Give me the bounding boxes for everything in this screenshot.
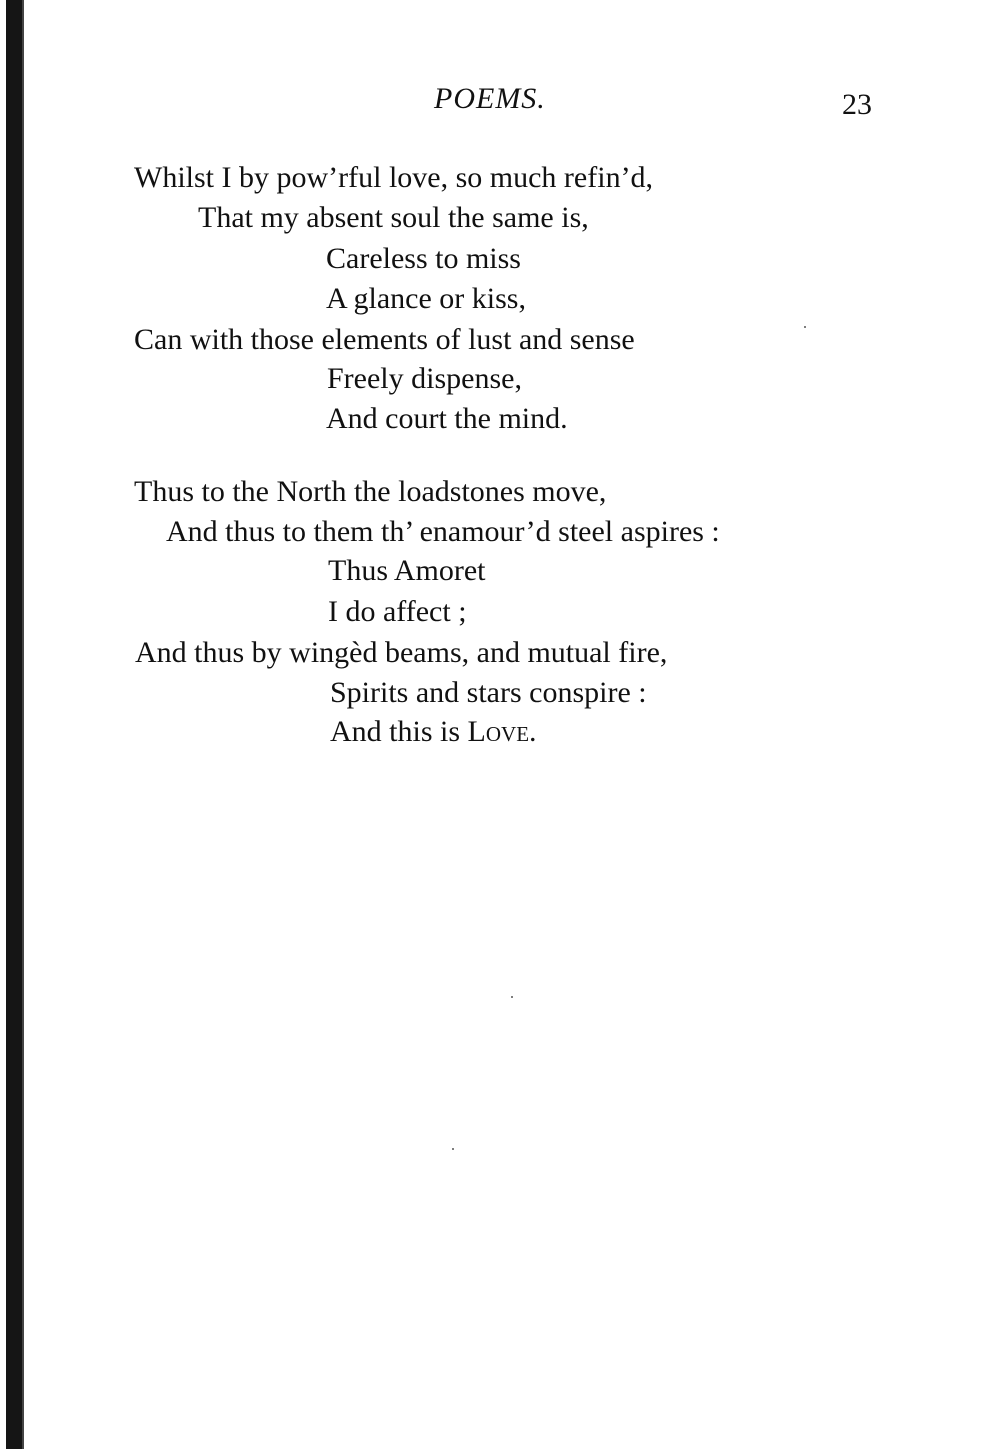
- paper-speck: [804, 326, 806, 328]
- poem-final-word: Love.: [467, 715, 537, 748]
- poem-line: Spirits and stars conspire :: [330, 676, 647, 709]
- paper-speck: [452, 1148, 454, 1150]
- binding-edge: [6, 0, 24, 1449]
- poem-line: Can with those elements of lust and sense: [134, 323, 635, 356]
- running-header-title: POEMS.: [434, 82, 546, 115]
- poem-line: Thus Amoret: [328, 554, 486, 587]
- poem-line: And thus by wingèd beams, and mutual fire,: [135, 636, 668, 669]
- poem-line: I do affect ;: [328, 595, 467, 628]
- poem-line: A glance or kiss,: [326, 282, 526, 315]
- poem-line: That my absent soul the same is,: [198, 201, 589, 234]
- poem-line: And court the mind.: [326, 402, 568, 435]
- poem-line-final: [330, 717, 537, 747]
- poem-line: Whilst I by pow’rful love, so much refin’d,: [134, 161, 654, 194]
- poem-final-text: And this is: [330, 715, 468, 748]
- poem-line: Careless to miss: [326, 242, 521, 275]
- poem-line: Thus to the North the loadstones move,: [134, 475, 607, 508]
- page-number: 23: [842, 88, 872, 121]
- paper-speck: [511, 996, 513, 998]
- poem-line: Freely dispense,: [327, 362, 522, 395]
- poem-line: And thus to them th’ enamour’d steel aspires :: [166, 515, 720, 548]
